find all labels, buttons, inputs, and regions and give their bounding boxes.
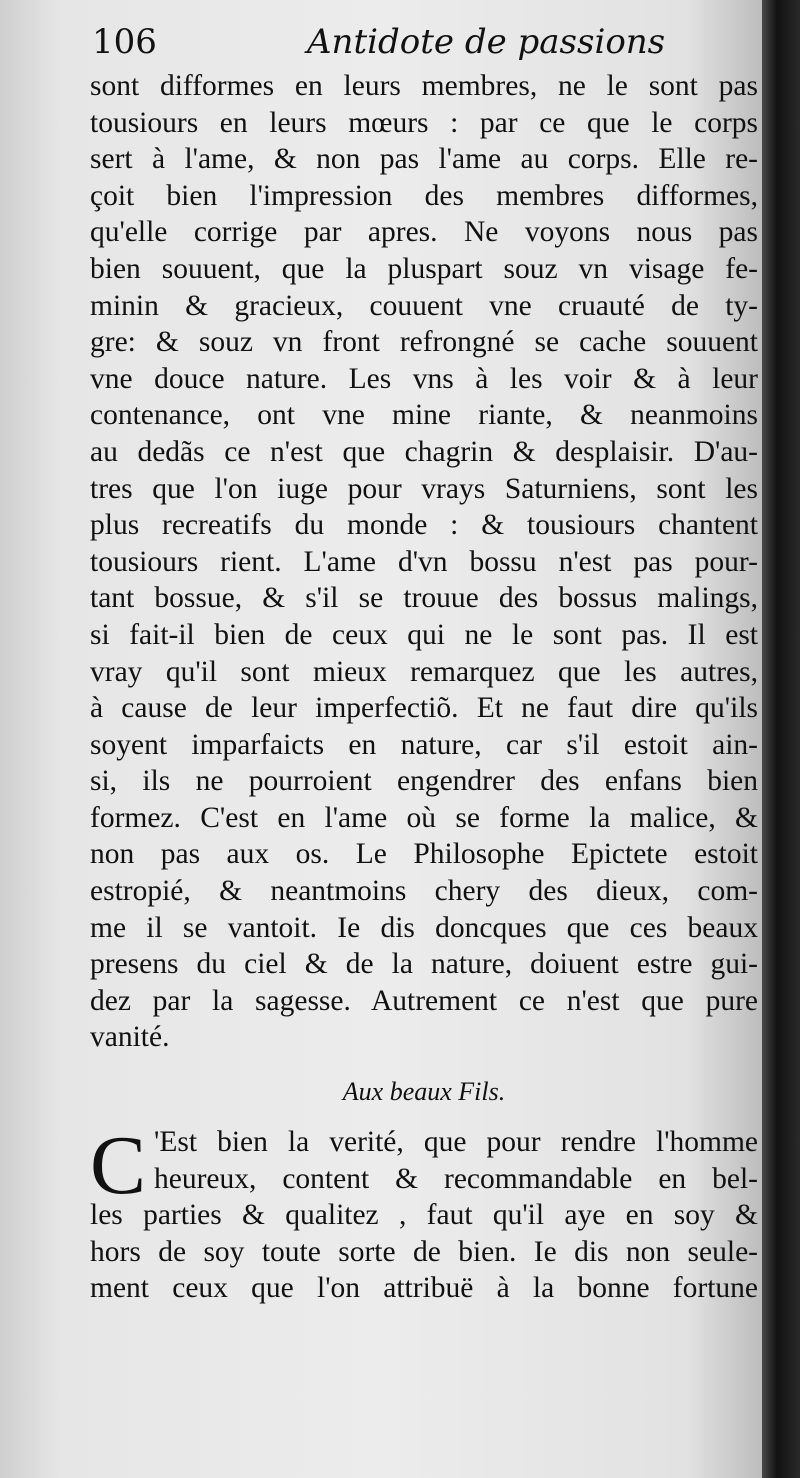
section-heading: Aux beaux Fils. (342, 1077, 506, 1107)
text-line: à cause de leur imperfectiõ. Et ne faut dire qu'ils (90, 692, 758, 725)
drop-cap: C (90, 1119, 147, 1213)
text-line: tant bossue, & s'il se trouue des bossus malings, (90, 582, 758, 615)
text-line: plus recreatifs du monde : & tousiours chantent (90, 509, 758, 542)
text-line: heureux, content & recommandable en bel- (154, 1162, 758, 1195)
text-line: si fait-il bien de ceux qui ne le sont pas. Il est (90, 618, 758, 651)
text-line: au dedãs ce n'est que chagrin & desplaisir. D'au- (90, 435, 758, 468)
text-line: çoit bien l'impression des membres difformes, (90, 179, 758, 212)
page-header (92, 22, 752, 72)
text-line: si, ils ne pourroient engendrer des enfans bien (90, 765, 758, 798)
paragraph-1 (90, 68, 758, 1056)
text-line: non pas aux os. Le Philosophe Epictete estoit (90, 838, 758, 871)
text-line: sont difformes en leurs membres, ne le sont pas (90, 70, 758, 102)
text-line: contenance, ont vne mine riante, & neanmoins (90, 399, 758, 432)
text-line: formez. C'est en l'ame où se forme la malice, & (90, 801, 758, 834)
text-line: vne douce nature. Les vns à les voir & à leur (90, 362, 758, 395)
body-text (90, 68, 758, 1307)
text-line: tres que l'on iuge pour vrays Saturniens, sont les (90, 472, 758, 505)
text-line: 'Est bien la verité, que pour rendre l'homme (154, 1126, 758, 1159)
page-number: 106 (92, 22, 157, 62)
text-line: estropié, & neantmoins chery des dieux, com- (90, 875, 758, 908)
text-line: soyent imparfaicts en nature, car s'il estoit ain- (90, 728, 758, 761)
paragraph-2 (90, 1119, 758, 1307)
running-title: Antidote de passions (307, 22, 666, 62)
text-line: minin & gracieux, couuent vne cruauté de ty- (90, 289, 758, 322)
text-line: ment ceux que l'on attribuë à la bonne fortune (90, 1272, 758, 1305)
text-line: bien souuent, que la pluspart souz vn visage fe- (90, 252, 758, 285)
text-line: vanité. (90, 1021, 170, 1054)
text-line: les parties & qualitez , faut qu'il aye en soy & (90, 1199, 758, 1232)
text-line: hors de soy toute sorte de bien. Ie dis non seule- (90, 1235, 758, 1268)
text-line: tousiours rient. L'ame d'vn bossu n'est pas pour- (90, 545, 758, 578)
page-gutter-edge (762, 0, 800, 1478)
text-line: dez par la sagesse. Autrement ce n'est que pure (90, 984, 758, 1017)
text-line: tousiours en leurs mœurs : par ce que le corps (90, 106, 758, 139)
paragraph-2-lines (90, 1119, 758, 1307)
text-line: gre: & souz vn front refrongné se cache souuent (90, 326, 758, 359)
text-line: vray qu'il sont mieux remarquez que les autres, (90, 655, 758, 688)
text-line: presens du ciel & de la nature, doiuent estre gui- (90, 948, 758, 981)
text-line: me il se vantoit. Ie dis doncques que ces beaux (90, 911, 758, 944)
text-line: qu'elle corrige par apres. Ne voyons nous pas (90, 216, 758, 249)
text-line: sert à l'ame, & non pas l'ame au corps. Elle re- (90, 143, 758, 176)
